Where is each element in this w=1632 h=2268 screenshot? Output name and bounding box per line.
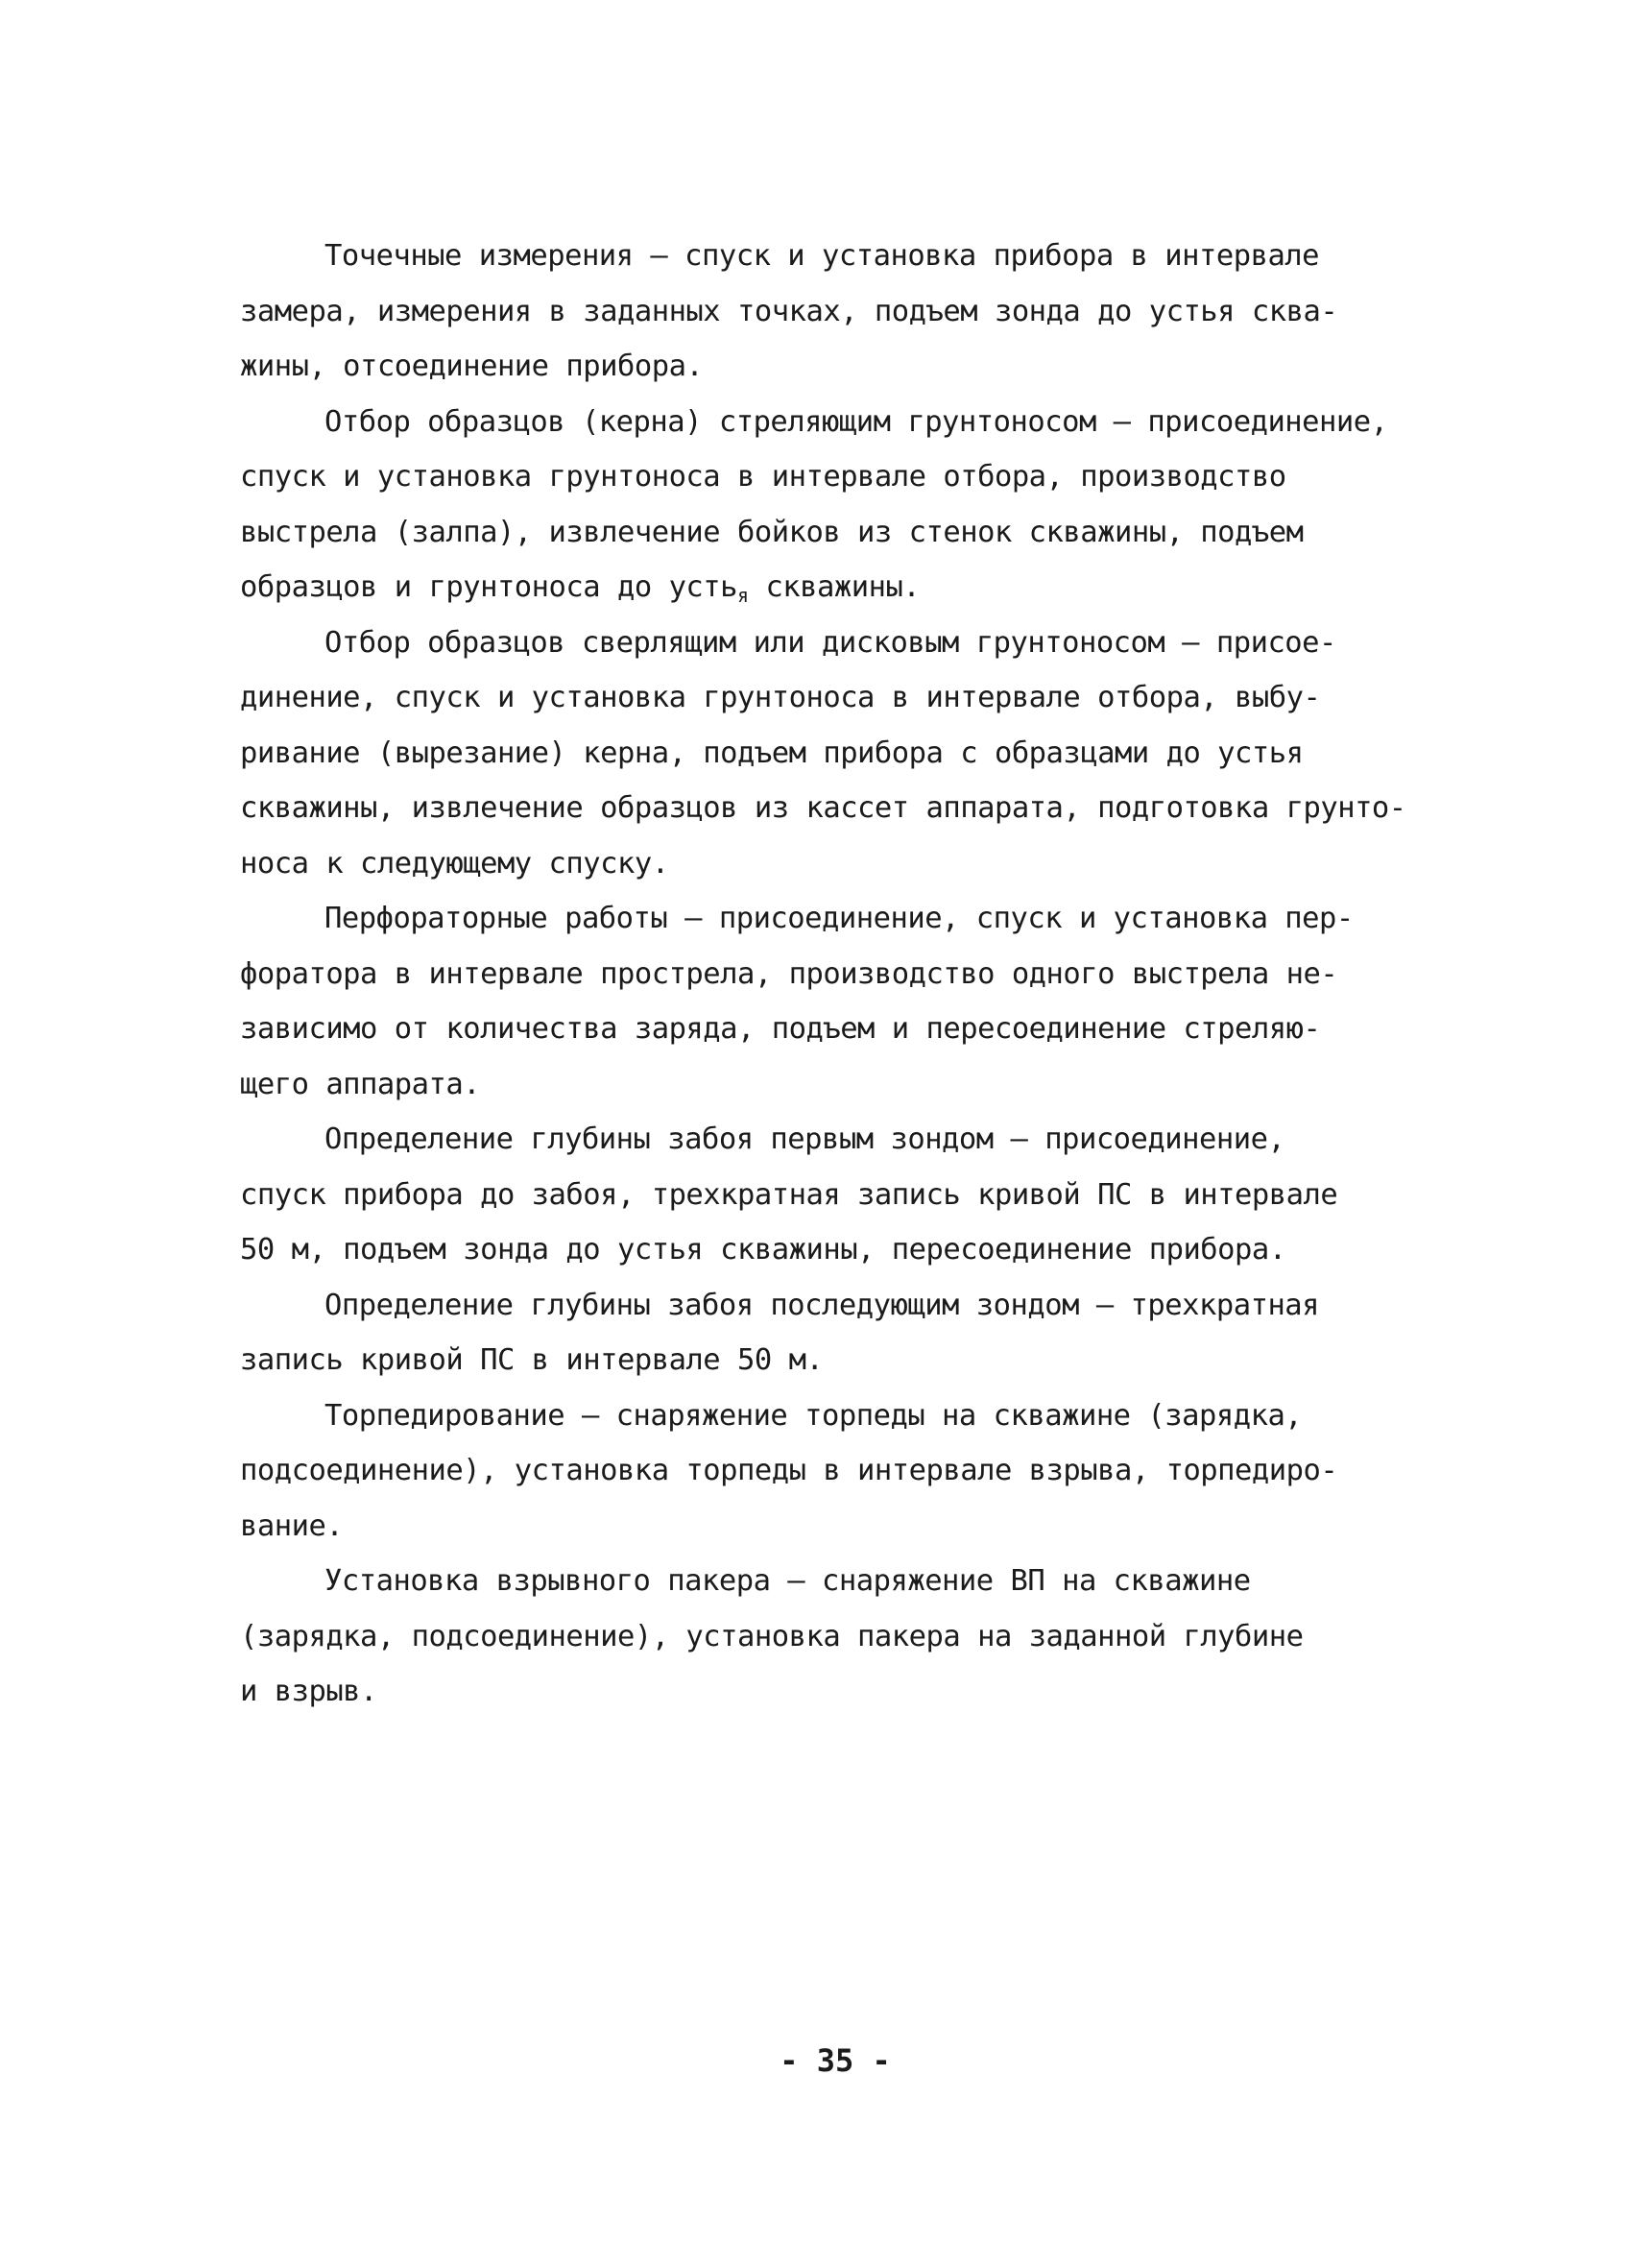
paragraph-2-line-4 <box>240 560 1411 615</box>
paragraph-5-line-2: спуск прибора до забоя, трехкратная запись кривой ПС в интервале <box>240 1177 1338 1212</box>
subscript-ya: я <box>737 584 749 607</box>
paragraph-1-line-1: Точечные измерения – спуск и установка прибора в интервале <box>324 239 1320 273</box>
paragraph-6-line-2: запись кривой ПС в интервале 50 м. <box>240 1343 824 1377</box>
paragraph-3-line-5: носа к следующему спуску. <box>240 846 669 881</box>
paragraph-4-line-2: форатора в интервале прострела, производство одного выстрела не- <box>240 956 1338 991</box>
page-number-text: - 35 - <box>780 2042 891 2079</box>
paragraph-3-line-4: скважины, извлечение образцов из кассет аппарата, подготовка грунто- <box>240 791 1406 825</box>
paragraph-3-line-1: Отбор образцов сверлящим или дисковым грунтоносом – присое- <box>324 625 1336 660</box>
paragraph-3-line-2: динение, спуск и установка грунтоноса в интервале отбора, выбу- <box>240 681 1321 714</box>
paragraph-2-line-4-end: скважины. <box>765 570 921 604</box>
paragraph-8-line-3: и взрыв. <box>240 1675 377 1708</box>
paragraph-1-line-3: жины, отсоединение прибора. <box>240 350 704 383</box>
paragraph-4-line-3: зависимо от количества заряда, подъем и пересоединение стреляю- <box>240 1012 1321 1046</box>
body-text <box>240 229 1411 1720</box>
paragraph-2-line-4-start: образцов и грунтоноса до усть <box>240 570 738 604</box>
paragraph-2-line-2: спуск и установка грунтоноса в интервале отбора, производство <box>240 460 1286 494</box>
paragraph-1-line-2: замера, измерения в заданных точках, подъем зонда до устья сква- <box>240 294 1338 328</box>
paragraph-8-line-1: Установка взрывного пакера – снаряжение ВП на скважине <box>324 1564 1251 1598</box>
paragraph-4-line-4: щего аппарата. <box>240 1067 481 1101</box>
paragraph-2-line-1: Отбор образцов (керна) стреляющим грунтоносом – присоединение, <box>324 404 1388 439</box>
paragraph-4-line-1: Перфораторные работы – присоединение, спуск и установка пер- <box>324 902 1354 935</box>
page-number <box>0 2042 1632 2079</box>
paragraph-5-line-1: Определение глубины забоя первым зондом – присоединение, <box>324 1122 1285 1156</box>
paragraph-8-line-2: (зарядка, подсоединение), установка пакера на заданной глубине <box>240 1619 1304 1653</box>
paragraph-5-line-3: 50 м, подъем зонда до устья скважины, пересоединение прибора. <box>240 1233 1286 1267</box>
paragraph-3-line-3: ривание (вырезание) керна, подъем прибора с образцами до устья <box>240 736 1304 770</box>
paragraph-6-line-1: Определение глубины забоя последующим зондом – трехкратная <box>324 1288 1320 1322</box>
paragraph-2-line-3: выстрела (залпа), извлечение бойков из стенок скважины, подъем <box>240 515 1304 549</box>
paragraph-7-line-1: Торпедирование – снаряжение торпеды на скважине (зарядка, <box>324 1398 1303 1433</box>
paragraph-7-line-3: вание. <box>240 1508 344 1543</box>
paragraph-7-line-2: подсоединение), установка торпеды в интервале взрыва, торпедиро- <box>240 1454 1338 1487</box>
